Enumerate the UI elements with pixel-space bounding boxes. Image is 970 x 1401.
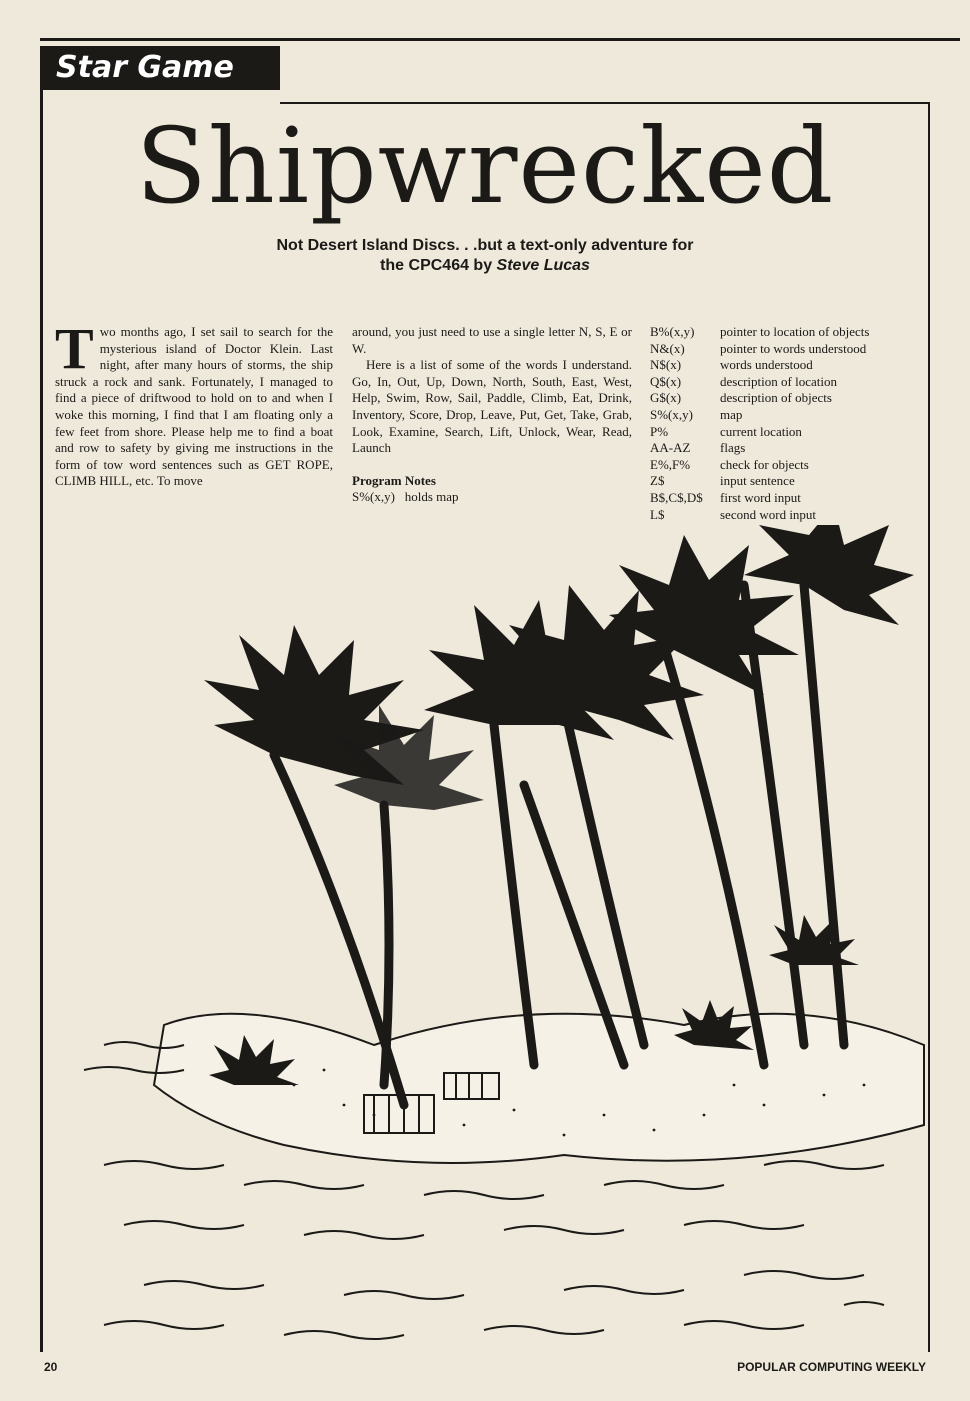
- variable-row: [650, 374, 930, 391]
- author-name: Steve Lucas: [496, 257, 590, 274]
- drop-cap: T: [55, 316, 94, 381]
- magazine-name: POPULAR COMPUTING WEEKLY: [737, 1360, 926, 1374]
- variable-row: [650, 424, 930, 441]
- variable-desc: input sentence: [720, 473, 795, 489]
- column-2: [352, 324, 632, 506]
- column-1: [55, 316, 333, 490]
- page-number: 20: [44, 1360, 58, 1374]
- section-banner: Star Game: [40, 46, 280, 90]
- variable-name: B%(x,y): [650, 324, 695, 339]
- variable-row: [650, 457, 930, 474]
- variable-desc: pointer to words understood: [720, 340, 867, 356]
- variable-name: E%,F%: [650, 456, 691, 472]
- program-notes-first: S%(x,y) holds map: [352, 489, 459, 505]
- variable-desc: words understood: [720, 357, 813, 373]
- island-sand: [154, 1014, 924, 1163]
- variables-table: [650, 324, 930, 523]
- variable-row: [650, 473, 930, 490]
- variable-desc: check for objects: [720, 456, 809, 472]
- variable-name: N&(x): [650, 340, 685, 356]
- variable-desc: description of location: [720, 373, 837, 389]
- variable-row: [650, 324, 930, 341]
- variable-name: B$,C$,D$: [650, 489, 703, 505]
- variable-name: S%(x,y): [650, 406, 693, 422]
- frame-top-rule: [280, 102, 930, 104]
- variable-row: [650, 507, 930, 524]
- article-subtitle: [200, 236, 770, 276]
- variable-desc: map: [720, 406, 743, 422]
- variable-desc: flags: [720, 440, 746, 456]
- variable-name: N$(x): [650, 357, 682, 373]
- top-rule: [40, 38, 960, 41]
- variable-row: [650, 341, 930, 358]
- variable-row: [650, 390, 930, 407]
- variable-row: [650, 357, 930, 374]
- variable-row: [650, 440, 930, 457]
- variable-desc: pointer to location of objects: [720, 324, 870, 339]
- variable-name: P%: [650, 423, 669, 439]
- variable-name: Z$: [650, 473, 665, 489]
- intro-continued: around, you just need to use a single letter N, S, E or W.: [352, 324, 632, 356]
- variable-desc: current location: [720, 423, 802, 439]
- words-paragraph: Here is a list of some of the words I understand. Go, In, Out, Up, Down, North, South, East, West, Help, Swim, Row, Sail, Paddle, Climb, Eat, Drink, Inventory, Score, Drop, Leave, Put, Get, Take, Grab, Look, Examine, Search, Lift, Unlock, Wear, Read, Launch: [352, 357, 632, 456]
- intro-paragraph: [55, 316, 333, 490]
- article-title: Shipwrecked: [135, 105, 835, 227]
- frame-left-rule: [40, 90, 43, 1352]
- variable-desc: second word input: [720, 506, 817, 522]
- variable-name: L$: [650, 506, 665, 522]
- variable-desc: description of objects: [720, 390, 832, 406]
- intro-text: wo months ago, I set sail to search for the mysterious island of Doctor Klein. Last night, after many hours of storms, the ship struck a rock and sank. Fortunately, I managed to find a piece of driftwood to hold on to and when I woke this morning, I find that I am floating only a few feet from shore. Please help me to find a boat and row to safety by giving me instructions in the form of tow word sentences such as GET ROPE, CLIMB HILL, etc. To move: [55, 324, 333, 489]
- variable-row: [650, 407, 930, 424]
- subtitle-line-1: Not Desert Island Discs. . .but a text-only adventure for: [276, 237, 694, 254]
- variable-desc: first word input: [720, 489, 801, 505]
- variable-name: G$(x): [650, 390, 682, 406]
- subtitle-line-2-text: the CPC464 by: [380, 257, 497, 274]
- variable-name: AA-AZ: [650, 440, 691, 456]
- subtitle-line-2: [200, 256, 770, 276]
- variable-row: [650, 490, 930, 507]
- frame-right-rule: [928, 102, 930, 1352]
- island-illustration: [44, 525, 928, 1353]
- variable-name: Q$(x): [650, 373, 682, 389]
- program-notes-heading: Program Notes: [352, 472, 436, 488]
